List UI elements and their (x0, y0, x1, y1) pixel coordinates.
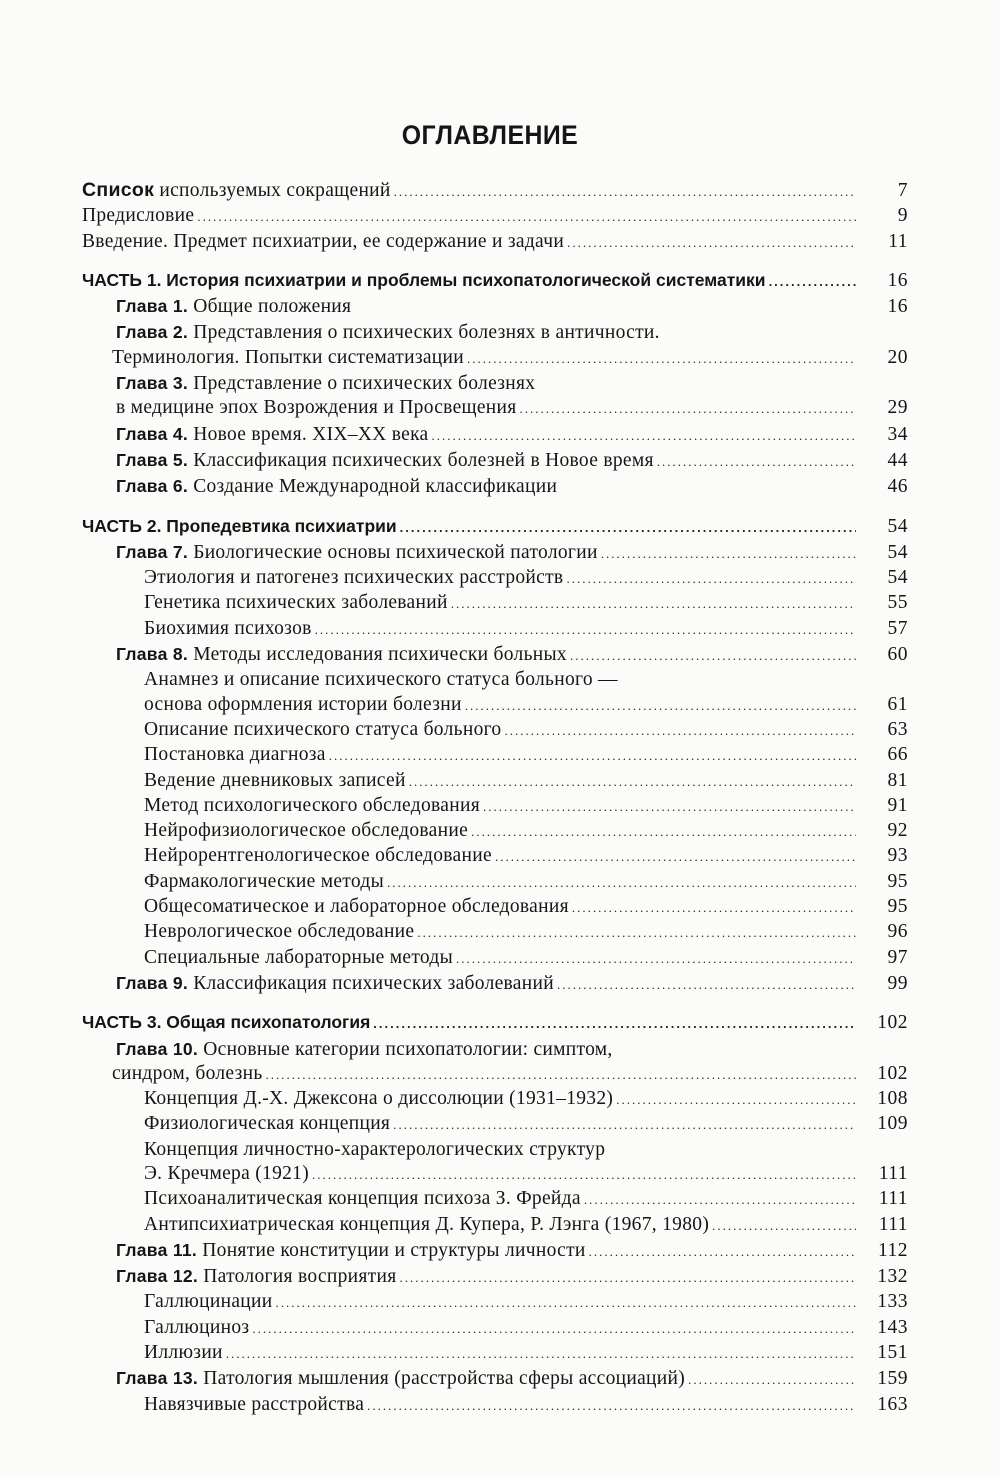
page-number: 95 (887, 870, 908, 892)
dot-leader (266, 1063, 856, 1087)
section-title: Ведение дневниковых записей (144, 769, 406, 791)
chapter-title-line1: Представление о психических болезнях (188, 373, 536, 395)
page-number: 7 (897, 180, 908, 201)
toc-section[interactable] (82, 946, 908, 971)
dot-leader (465, 694, 856, 718)
toc-section[interactable] (82, 743, 908, 768)
chapter-label: Глава 10. (116, 1038, 199, 1059)
toc-section[interactable] (82, 718, 908, 743)
toc-section[interactable] (82, 1213, 908, 1238)
page-number: 109 (877, 1113, 908, 1135)
section-title: Метод психологического обследования (144, 794, 480, 816)
toc-entry-title: Предисловие (82, 205, 195, 227)
page-number: 111 (878, 1162, 908, 1184)
section-title-line2: Э. Кречмера (1921) (144, 1162, 310, 1184)
toc-chapter-9[interactable] (82, 971, 908, 997)
chapter-label: Глава 3. (116, 373, 189, 394)
chapter-title: Общие положения (188, 296, 352, 318)
toc-chapter-8[interactable] (82, 642, 908, 668)
page-number: 44 (887, 449, 908, 471)
chapter-title: Понятие конституции и структуры личности (197, 1239, 586, 1261)
chapter-label: Глава 11. (116, 1239, 198, 1260)
dot-leader (367, 1394, 856, 1418)
toc-entry-introduction[interactable] (82, 230, 908, 255)
toc-chapter-11[interactable] (82, 1238, 908, 1264)
page-number: 95 (887, 896, 908, 918)
toc-part-3[interactable] (82, 1010, 908, 1036)
chapter-title: Классификация психических болезней в Новое время (188, 449, 654, 471)
toc-entry-preface[interactable] (82, 204, 908, 229)
dot-leader (504, 719, 856, 743)
section-title: Генетика психических заболеваний (144, 592, 448, 614)
page-number: 93 (887, 845, 908, 867)
section-title: Описание психического статуса больного (144, 718, 502, 740)
toc-chapter-2[interactable] (82, 320, 908, 371)
toc-section[interactable] (82, 1290, 908, 1315)
page-title: ОГЛАВЛЕНИЕ (401, 120, 579, 150)
section-title: Навязчивые расстройства (144, 1393, 365, 1415)
dot-leader (252, 1317, 856, 1341)
toc-chapter-4[interactable] (82, 422, 908, 448)
toc-entry-title: Введение. Предмет психиатрии, ее содержание и задачи (82, 230, 565, 252)
page-number: 81 (887, 769, 908, 791)
chapter-label: Глава 5. (116, 449, 189, 470)
toc-chapter-5[interactable] (82, 448, 908, 474)
chapter-title: Методы исследования психически больных (188, 644, 567, 666)
dot-leader (601, 542, 856, 566)
toc-section[interactable] (82, 591, 908, 616)
page-number: 55 (887, 592, 908, 614)
dot-leader (467, 347, 856, 371)
toc-bold-word: Список (82, 179, 155, 201)
section-title: Галлюцинации (144, 1291, 273, 1313)
page-number: 54 (887, 515, 908, 537)
section-title: Общесоматическое и лабораторное обследования (144, 896, 569, 918)
page-number: 61 (887, 693, 908, 715)
dot-leader (567, 231, 856, 255)
page-number: 112 (877, 1239, 908, 1261)
section-title: Этиология и патогенез психических расстройств (144, 567, 564, 589)
part-label: ЧАСТЬ 1. (82, 269, 162, 290)
dot-leader (520, 397, 856, 421)
toc-entry-title: используемых сокращений (154, 180, 391, 201)
toc-part-2[interactable] (82, 514, 908, 540)
toc-chapter-3[interactable] (82, 371, 908, 422)
toc-section[interactable] (82, 844, 908, 869)
chapter-title-line2: синдром, болезнь (112, 1062, 263, 1084)
toc-chapter-1[interactable] (82, 294, 908, 320)
page-number: 108 (877, 1088, 908, 1110)
chapter-title-line1: Основные категории психопатологии: симптом, (198, 1038, 613, 1060)
dot-leader (570, 644, 856, 668)
dot-leader (495, 845, 856, 869)
page-number: 9 (897, 205, 908, 227)
toc-section[interactable] (82, 566, 908, 591)
toc-section[interactable] (82, 870, 908, 895)
table-of-contents (82, 178, 908, 1418)
page-number: 63 (887, 718, 908, 740)
chapter-title-line2: в медицине эпох Возрождения и Просвещения (116, 397, 517, 419)
chapter-title: Биологические основы психической патологии (188, 541, 598, 563)
toc-chapter-7[interactable] (82, 540, 908, 566)
toc-entry-text (82, 178, 391, 203)
toc-section[interactable] (82, 1112, 908, 1137)
toc-section[interactable] (82, 1341, 908, 1366)
chapter-label: Глава 2. (116, 322, 189, 343)
section-title-line1: Концепция личностно-характерологических структур (144, 1138, 606, 1160)
toc-section[interactable] (82, 1087, 908, 1112)
dot-leader (276, 1291, 856, 1315)
toc-chapter-6[interactable] (82, 474, 908, 500)
toc-section[interactable] (82, 1187, 908, 1212)
chapter-title-line2: Терминология. Попытки систематизации (112, 346, 464, 368)
dot-leader (394, 180, 856, 204)
section-title: Физиологическая концепция (144, 1113, 391, 1135)
dot-leader (657, 450, 856, 474)
section-title: Биохимия психозов (144, 617, 312, 639)
part-heading (82, 514, 397, 538)
chapter-label: Глава 12. (116, 1266, 199, 1287)
dot-leader (483, 795, 856, 819)
toc-section[interactable] (82, 920, 908, 945)
page-number: 92 (887, 820, 908, 842)
page-number: 163 (877, 1393, 908, 1415)
chapter-label: Глава 1. (116, 296, 189, 317)
toc-section[interactable] (82, 1393, 908, 1418)
chapter-label: Глава 4. (116, 423, 189, 444)
page-number: 97 (887, 946, 908, 968)
chapter-label: Глава 13. (116, 1368, 199, 1389)
section-title: Неврологическое обследование (144, 921, 415, 943)
toc-section[interactable] (82, 1316, 908, 1341)
section-title: Антипсихиатрическая концепция Д. Купера, Р. Лэнга (1967, 1980) (144, 1213, 710, 1235)
part-title: Пропедевтика психиатрии (161, 515, 397, 536)
chapter-label: Глава 7. (116, 541, 189, 562)
section-title: Иллюзии (144, 1342, 223, 1364)
page-number: 54 (887, 541, 908, 563)
dot-leader (769, 270, 856, 294)
chapter-title: Новое время. XIX–XX века (188, 423, 429, 445)
dot-leader (197, 205, 856, 229)
dot-leader (399, 1266, 856, 1290)
dot-leader (566, 567, 856, 591)
dot-leader (400, 516, 856, 540)
part-heading (82, 268, 766, 292)
section-title: Галлюциноз (144, 1316, 250, 1338)
section-title: Фармакологические методы (144, 870, 384, 892)
toc-section[interactable] (82, 769, 908, 794)
page-number: 34 (887, 423, 908, 445)
chapter-title: Классификация психических заболеваний (188, 972, 554, 994)
section-title: Нейрорентгенологическое обследование (144, 845, 492, 867)
page-number: 99 (887, 972, 908, 994)
section-title: Психоаналитическая концепция психоза З. Фрейда (144, 1188, 581, 1210)
part-title: История психиатрии и проблемы психопатологической систематики (161, 269, 766, 290)
dot-leader (329, 744, 856, 768)
page-number: 143 (877, 1316, 908, 1338)
toc-section[interactable] (82, 668, 908, 718)
chapter-label: Глава 6. (116, 476, 189, 497)
toc-section[interactable] (82, 819, 908, 844)
section-title: Специальные лабораторные методы (144, 946, 454, 968)
dot-leader (451, 592, 856, 616)
page-number: 111 (878, 1188, 908, 1210)
dot-leader (572, 896, 856, 920)
dot-leader (456, 947, 856, 971)
page-number: 102 (877, 1012, 908, 1034)
toc-chapter-10[interactable] (82, 1037, 908, 1088)
toc-entry-abbreviations[interactable] (82, 178, 908, 204)
section-title-line1: Анамнез и описание психического статуса больного — (144, 669, 618, 691)
page-number: 29 (887, 397, 908, 419)
dot-leader (589, 1240, 856, 1264)
page-number: 159 (877, 1368, 908, 1390)
dot-leader (393, 1113, 856, 1137)
page-number: 57 (887, 617, 908, 639)
part-heading (82, 1010, 370, 1034)
chapter-title-line1: Представления о психических болезнях в античности. (188, 322, 660, 344)
page-number: 91 (887, 794, 908, 816)
part-title: Общая психопатология (161, 1012, 371, 1033)
dot-leader (373, 1012, 856, 1036)
toc-section[interactable] (82, 794, 908, 819)
section-title: Нейрофизиологическое обследование (144, 820, 469, 842)
dot-leader (584, 1188, 856, 1212)
dot-leader (312, 1163, 856, 1187)
chapter-label: Глава 9. (116, 972, 189, 993)
page-number: 132 (877, 1266, 908, 1288)
page-number: 16 (887, 269, 908, 291)
page-number: 20 (887, 346, 908, 368)
dot-leader (315, 618, 856, 642)
section-title-line2: основа оформления истории болезни (144, 693, 462, 715)
dot-leader (387, 871, 856, 895)
page-number: 102 (877, 1062, 908, 1084)
chapter-label: Глава 8. (116, 644, 189, 665)
page-number: 111 (878, 1213, 908, 1235)
toc-part-1[interactable] (82, 268, 908, 294)
page-number: 66 (887, 744, 908, 766)
page-number: 96 (887, 921, 908, 943)
section-title: Постановка диагноза (144, 744, 326, 766)
page-number: 133 (877, 1291, 908, 1313)
chapter-title: Патология мышления (расстройства сферы ассоциаций) (198, 1368, 686, 1390)
part-label: ЧАСТЬ 3. (82, 1012, 162, 1033)
page-number: 151 (877, 1342, 908, 1364)
dot-leader (409, 770, 856, 794)
dot-leader (432, 424, 856, 448)
toc-section[interactable] (82, 1138, 908, 1188)
part-label: ЧАСТЬ 2. (82, 515, 162, 536)
dot-leader (557, 973, 856, 997)
page-number: 60 (887, 644, 908, 666)
dot-leader (712, 1214, 856, 1238)
toc-section[interactable] (82, 617, 908, 642)
page-number: 16 (887, 296, 908, 318)
section-title: Концепция Д.-Х. Джексона о диссолюции (1931–1932) (144, 1088, 614, 1110)
chapter-title: Патология восприятия (198, 1266, 397, 1288)
dot-leader (471, 820, 856, 844)
page-number: 46 (887, 476, 908, 498)
dot-leader (417, 921, 856, 945)
dot-leader (616, 1088, 856, 1112)
dot-leader (688, 1368, 856, 1392)
toc-section[interactable] (82, 895, 908, 920)
toc-chapter-12[interactable] (82, 1264, 908, 1290)
chapter-title: Создание Международной классификации (188, 476, 558, 498)
toc-chapter-13[interactable] (82, 1366, 908, 1392)
page-number: 54 (887, 567, 908, 589)
dot-leader (226, 1342, 856, 1366)
page-number: 11 (888, 230, 908, 252)
